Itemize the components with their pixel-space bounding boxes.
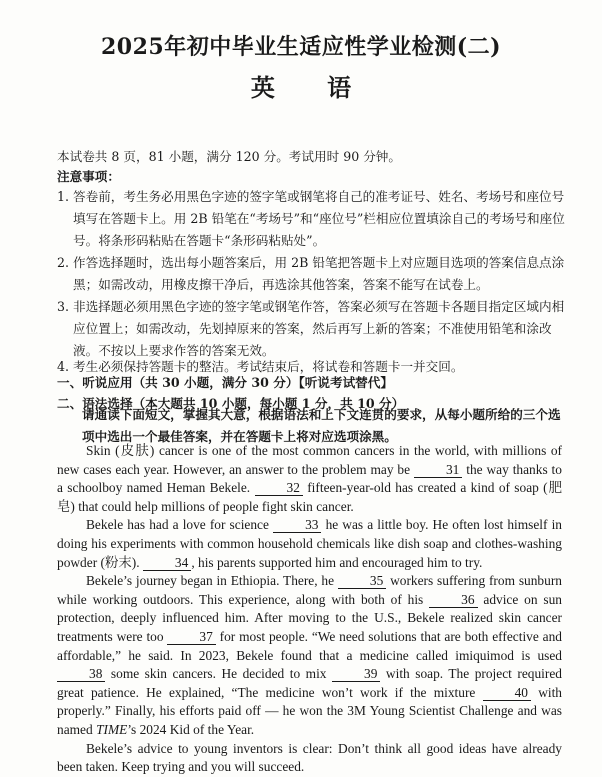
notice-number: 3. — [57, 299, 70, 314]
section-one-heading: 一、听说应用（共 30 小题，满分 30 分）【听说考试替代】 — [57, 375, 393, 390]
exam-intro: 本试卷共 8 页，81 小题，满分 120 分。考试用时 90 分钟。 — [57, 149, 401, 164]
reading-passage — [57, 442, 562, 777]
passage-paragraph-2: Bekele has had a love for science 33 he was a little boy. He often lost himself in doing his experiments with common household chemicals like dish soap and clothes-washing powder (粉末). 34 , his parents supported him and encouraged him to try. — [57, 517, 562, 570]
blank-33: 33 — [273, 518, 321, 533]
section-two-directions: 请通读下面短文，掌握其大意，根据语法和上下文连贯的要求，从每小题所给的三个选项中选出一个最佳答案，并在答题卡上将对应选项涂黑。 — [82, 407, 561, 444]
blank-36: 36 — [429, 593, 477, 608]
passage-paragraph-4: Bekele’s advice to young inventors is clear: Don’t think all good ideas have already been taken. Keep trying and you will succeed. — [57, 740, 562, 775]
blank-35: 35 — [338, 574, 386, 589]
notice-item-2 — [57, 252, 567, 296]
blank-38: 38 — [57, 667, 105, 682]
notice-item-3 — [57, 296, 567, 362]
notice-number: 2. — [57, 255, 70, 270]
notice-text: 答卷前，考生务必用黑色字迹的签字笔或钢笔将自己的准考证号、姓名、考场号和座位号填写在答题卡上。用 2B 铅笔在“考场号”和“座位号”栏相应位置填涂自己的考场号和座位号。将条形码粘贴在答题卡“条形码粘贴处”。 — [73, 189, 565, 248]
notice-text: 考生必须保持答题卡的整洁。考试结束后，将试卷和答题卡一并交回。 — [73, 359, 464, 374]
blank-34: 34 — [143, 556, 191, 571]
blank-32: 32 — [255, 481, 303, 496]
blank-40: 40 — [483, 686, 531, 701]
blank-31: 31 — [414, 463, 462, 478]
notice-text: 非选择题必须用黑色字迹的签字笔或钢笔作答，答案必须写在答题卡各题目指定区域内相应位置上；如需改动，先划掉原来的答案，然后再写上新的答案；不准使用铅笔和涂改液。不按以上要求作答的答案无效。 — [73, 299, 565, 358]
subject-title: 英 语 — [250, 73, 374, 102]
blank-37: 37 — [167, 630, 215, 645]
notice-item-1 — [57, 186, 567, 252]
notice-text: 作答选择题时，选出每小题答案后，用 2B 铅笔把答题卡上对应题目选项的答案信息点涂黑；如需改动，用橡皮擦干净后，再选涂其他答案，答案不能写在试卷上。 — [73, 255, 565, 292]
page-title: 2025年初中毕业生适应性学业检测(二) — [100, 34, 502, 60]
notice-heading: 注意事项： — [57, 169, 120, 184]
section-two-heading: 二、语法选择（本大题共 10 小题，每小题 1 分，共 10 分） — [57, 396, 405, 411]
notice-number: 1. — [57, 189, 70, 204]
passage-paragraph-1: Skin (皮肤) cancer is one of the most common cancers in the world, with millions of new cases each year. However, an answer to the problem may be 31 the way thanks to a schoolboy named Heman Bekele. 32 fifteen-year-old has created a kind of soap (肥皂) that could help millions of people fight skin cancer. — [57, 443, 562, 514]
notice-number: 4. — [57, 359, 70, 374]
passage-paragraph-3: Bekele’s journey began in Ethiopia. There, he 35 workers suffering from sunburn while working outdoors. This experience, along with both of his 36 advice on sun protection, deeply influenced him. After moving to the U.S., Bekele realized skin cancer treatments were too 37 for most people. “We need solutions that are both effective and affordable,” he said. In 2023, Bekele found that a medicine called imiquimod is used 38 some skin cancers. He decided to mix 39 with soap. The project required great patience. He explained, “The medicine won’t work if the mixture 40 with properly.” Finally, his efforts paid off — he won the 3M Young Scientist Challenge and was named TIME’s 2024 Kid of the Year. — [57, 573, 563, 737]
blank-39: 39 — [332, 667, 380, 682]
